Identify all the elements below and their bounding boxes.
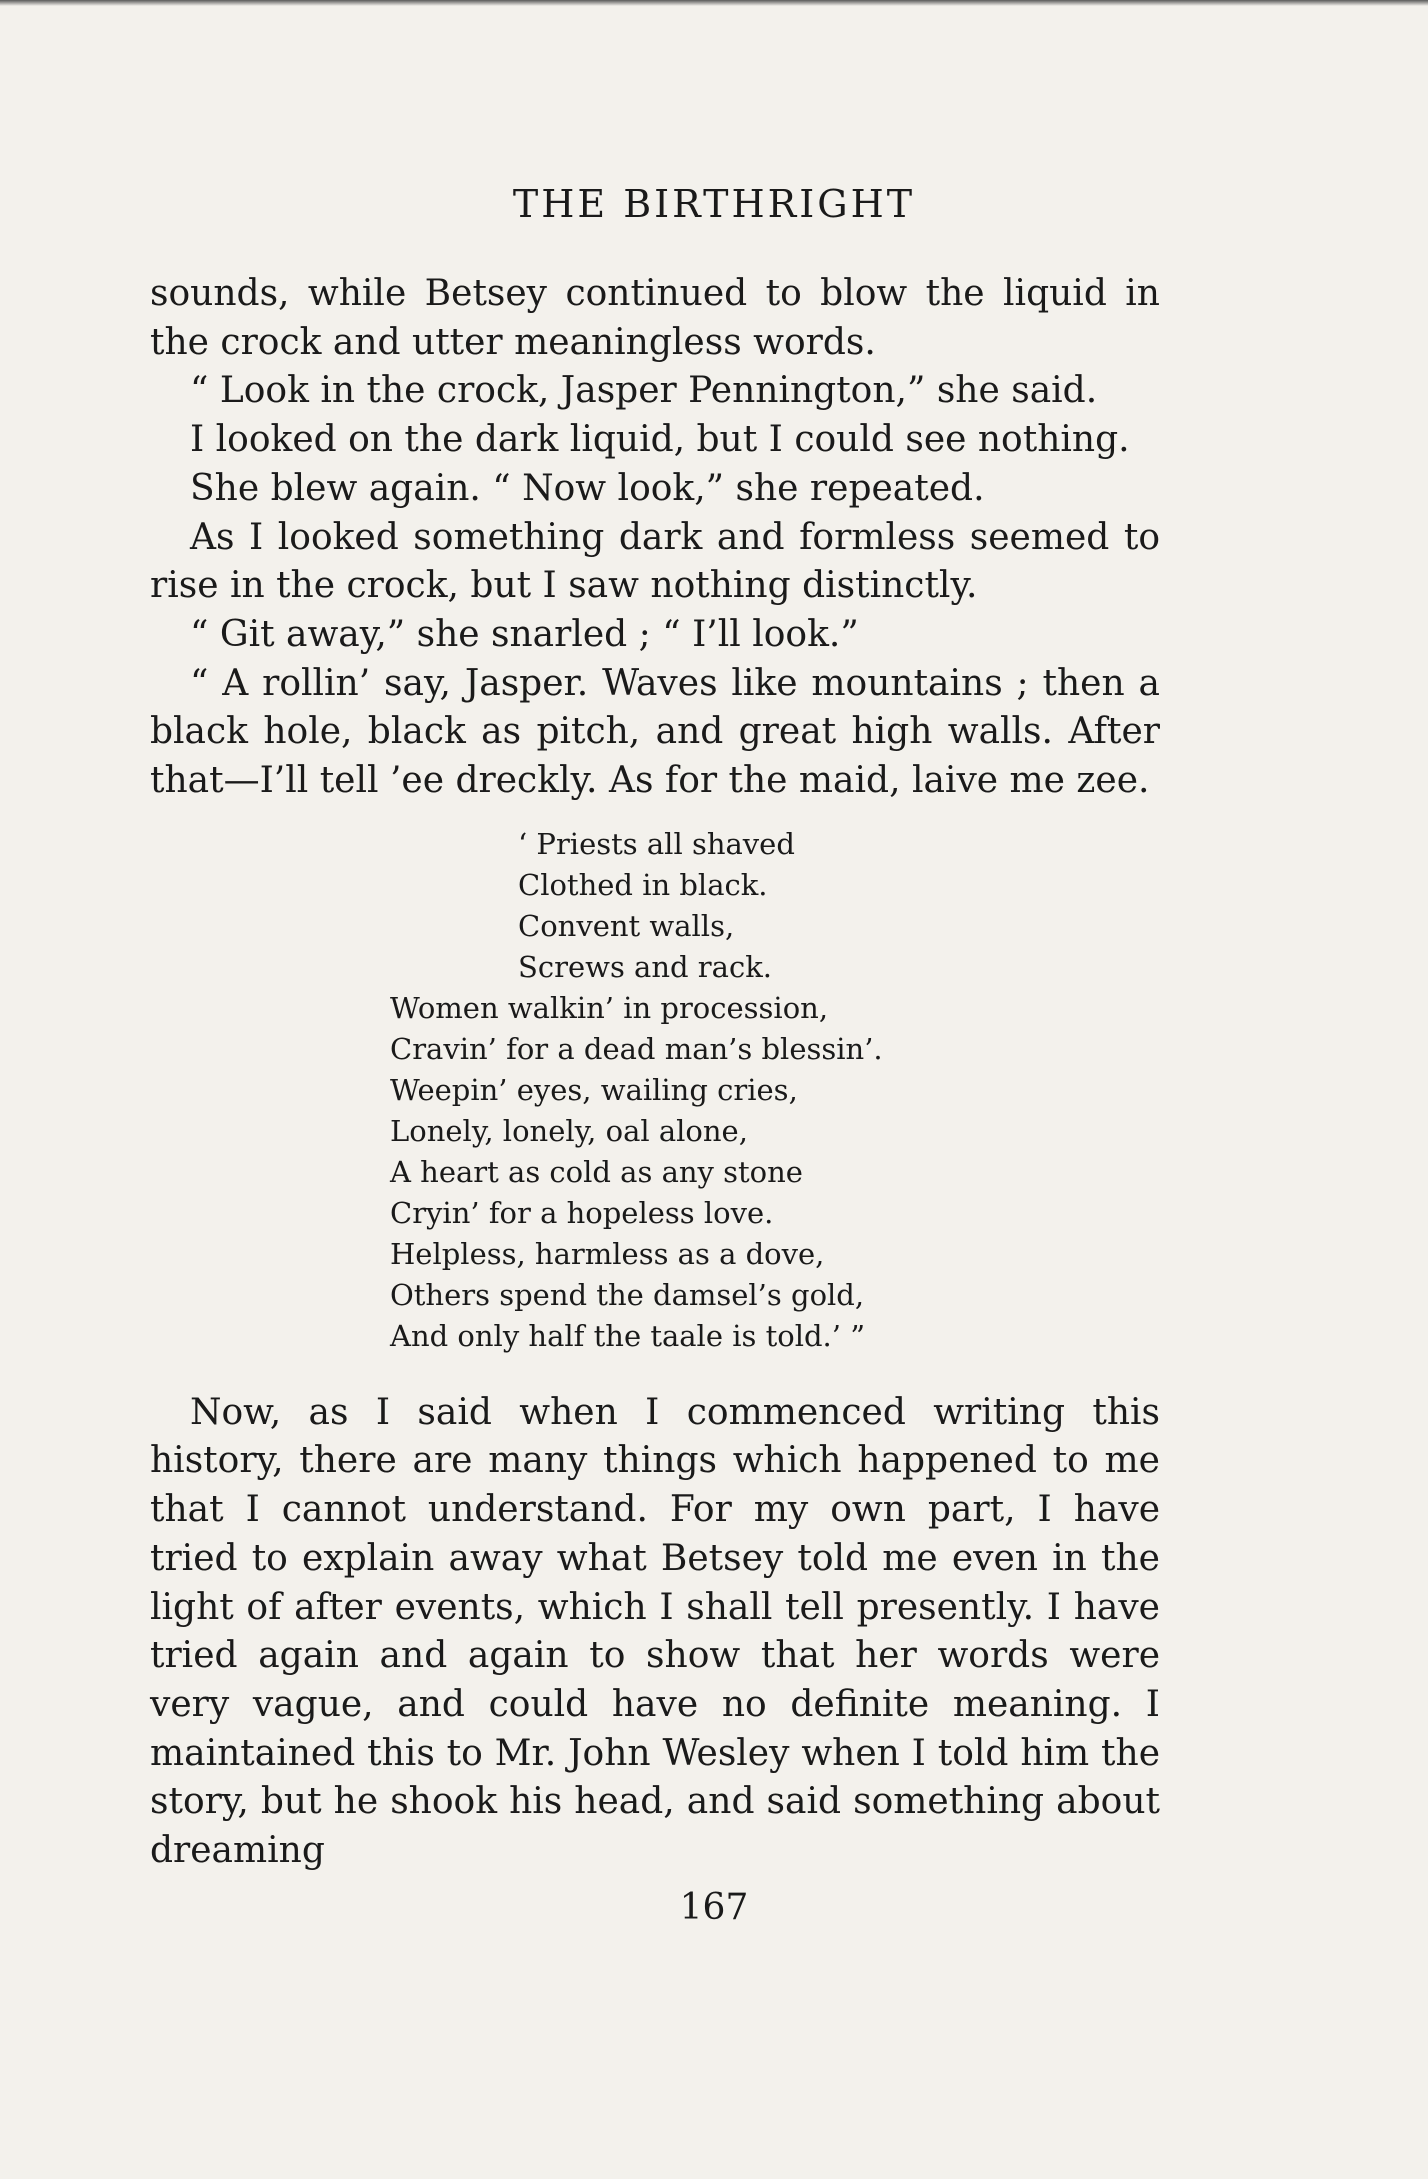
prose-bottom [150,1389,1160,1876]
verse-line: Others spend the damsel’s gold, [390,1277,865,1312]
verse-line: And only half the taale is told.’ ” [390,1318,866,1353]
page-top-edge [0,0,1428,6]
prose-top [150,270,1160,806]
verse-line: Convent walls, [518,908,735,943]
paragraph-continued: sounds, while Betsey continued to blow the liquid in the crock and utter meaningless words. [150,273,1160,363]
paragraph: “ Look in the crock, Jasper Pennington,” she said. [190,370,1098,412]
paragraph: She blew again. “ Now look,” she repeated. [190,467,985,509]
paragraph: I looked on the dark liquid, but I could see nothing. [190,419,1130,461]
verse-line: A heart as cold as any stone [390,1154,803,1189]
paragraph: Now, as I said when I commenced writing this history, there are many things which happened to me that I cannot understand. For my own part, I have tried to explain away what Betsey told me even in the light of after events, which I shall tell presently. I have tried again and again to show that her words were very vague, and could have no definite meaning. I maintained this to Mr. John Wesley when I told him the story, but he shook his head, and said something about dreaming [150,1391,1160,1872]
page-number: 167 [679,1887,749,1928]
verse-line: Cravin’ for a dead man’s blessin’. [390,1031,883,1066]
paragraph: “ Git away,” she snarled ; “ I’ll look.” [190,613,859,655]
verse-line: Weepin’ eyes, wailing cries, [390,1072,798,1107]
verse-line: Women walkin’ in procession, [390,990,829,1025]
verse-block [390,824,1160,1357]
verse-line: Clothed in black. [518,867,768,902]
page-body [150,270,1160,1876]
verse-line: Helpless, harmless as a dove, [390,1236,825,1271]
verse-line: ‘ Priests all shaved [518,826,795,861]
paragraph: As I looked something dark and formless seemed to rise in the crock, but I saw nothing distinctly. [150,516,1160,607]
verse-line: Screws and rack. [518,949,772,984]
verse-line: Cryin’ for a hopeless love. [390,1195,774,1230]
verse-line: Lonely, lonely, oal alone, [390,1113,748,1148]
paragraph: “ A rollin’ say, Jasper. Waves like mountains ; then a black hole, black as pitch, and great high walls. After that—I’ll tell ’ee dreckly. As for the maid, laive me zee. [150,662,1160,802]
running-head: THE BIRTHRIGHT [512,182,916,226]
